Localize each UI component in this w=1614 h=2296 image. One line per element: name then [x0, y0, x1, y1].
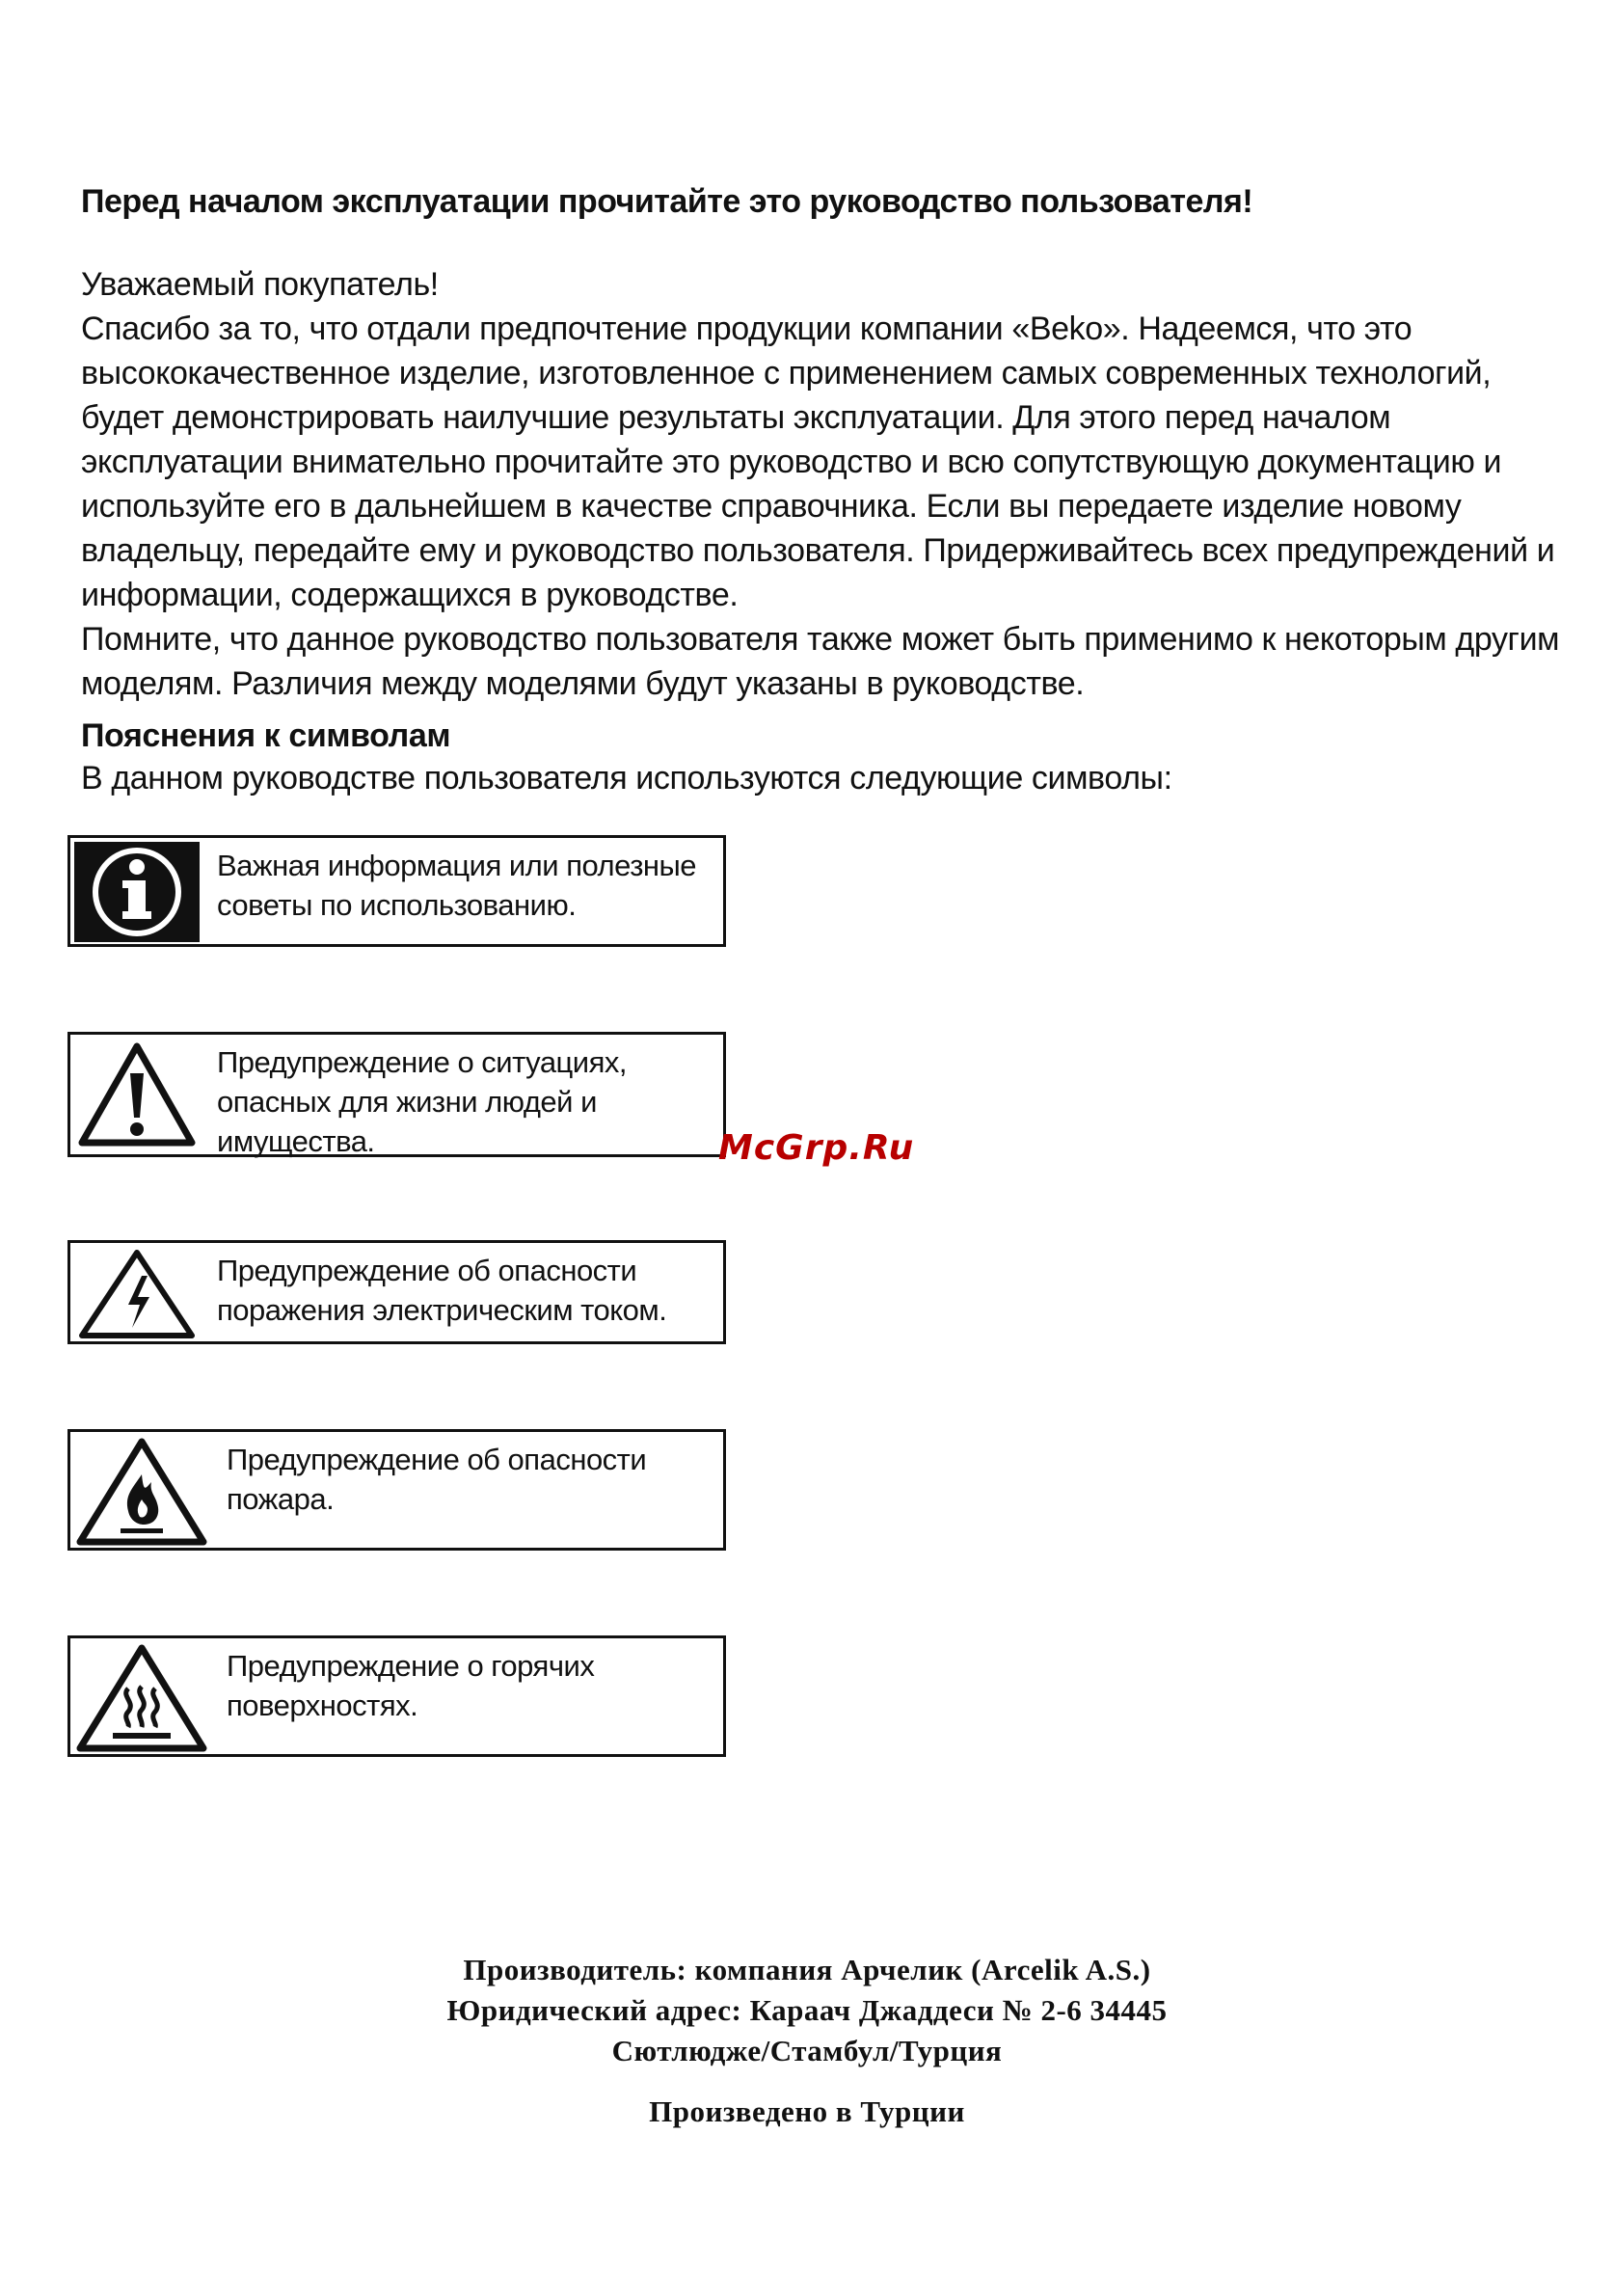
symbol-electric-text: Предупреждение об опасности поражения электрическим током. — [217, 1254, 667, 1327]
symbol-warning-text: Предупреждение о ситуациях, опасных для жизни людей и имущества. — [217, 1045, 628, 1158]
symbol-warning-box — [67, 1032, 726, 1157]
page-title: Перед началом эксплуатации прочитайте это руководство пользователя! — [81, 183, 1253, 220]
intro-paragraph-1: Спасибо за то, что отдали предпочтение продукции компании «Beko». Надеемся, что это высококачественное изделие, изготовленное с применением самых современных технологий, будет демонстрировать наилучшие результаты эксплуатации. Для этого перед началом эксплуатации внимательно прочитайте это руководство и всю сопутствующую документацию и используйте его в дальнейшем в качестве справочника. Если вы передаете изделие новому владельцу, передайте ему и руководство пользователя. Придерживайтесь всех предупреждений и информации, содержащихся в руководстве. — [81, 311, 1555, 613]
symbols-section-title: Пояснения к символам — [81, 717, 451, 754]
symbol-fire-text: Предупреждение об опасности пожара. — [227, 1443, 647, 1516]
symbol-info-box — [67, 835, 726, 947]
manufacturer-line: Производитель: компания Арчелик (Arcelik A.S.) — [463, 1953, 1151, 1986]
intro-paragraph-2: Помните, что данное руководство пользователя также может быть применимо к некоторым другим моделям. Различия между моделями будут указаны в руководстве. — [81, 621, 1560, 702]
hot-surface-icon — [74, 1642, 209, 1759]
symbol-fire-box — [67, 1429, 726, 1551]
watermark: McGrp.Ru — [718, 1128, 915, 1168]
symbol-info-text: Важная информация или полезные советы по использованию. — [217, 849, 697, 922]
greeting: Уважаемый покупатель! — [81, 266, 439, 303]
symbol-hot-surface-text: Предупреждение о горячих поверхностях. — [227, 1649, 595, 1722]
symbol-electric-box — [67, 1240, 726, 1344]
fire-hazard-icon — [74, 1436, 209, 1553]
city-country-line: Сютлюдже/Стамбул/Турция — [611, 2034, 1003, 2067]
info-icon — [74, 842, 200, 947]
intro-text — [81, 262, 1566, 706]
warning-exclamation-icon — [74, 1039, 200, 1157]
symbols-section-intro: В данном руководстве пользователя используются следующие символы: — [81, 760, 1172, 797]
made-in-line: Произведено в Турции — [649, 2094, 965, 2128]
legal-address-line: Юридический адрес: Караач Джаддеси № 2-6 34445 — [446, 1993, 1168, 2027]
symbol-hot-surface-box — [67, 1635, 726, 1757]
electric-shock-icon — [74, 1247, 200, 1346]
